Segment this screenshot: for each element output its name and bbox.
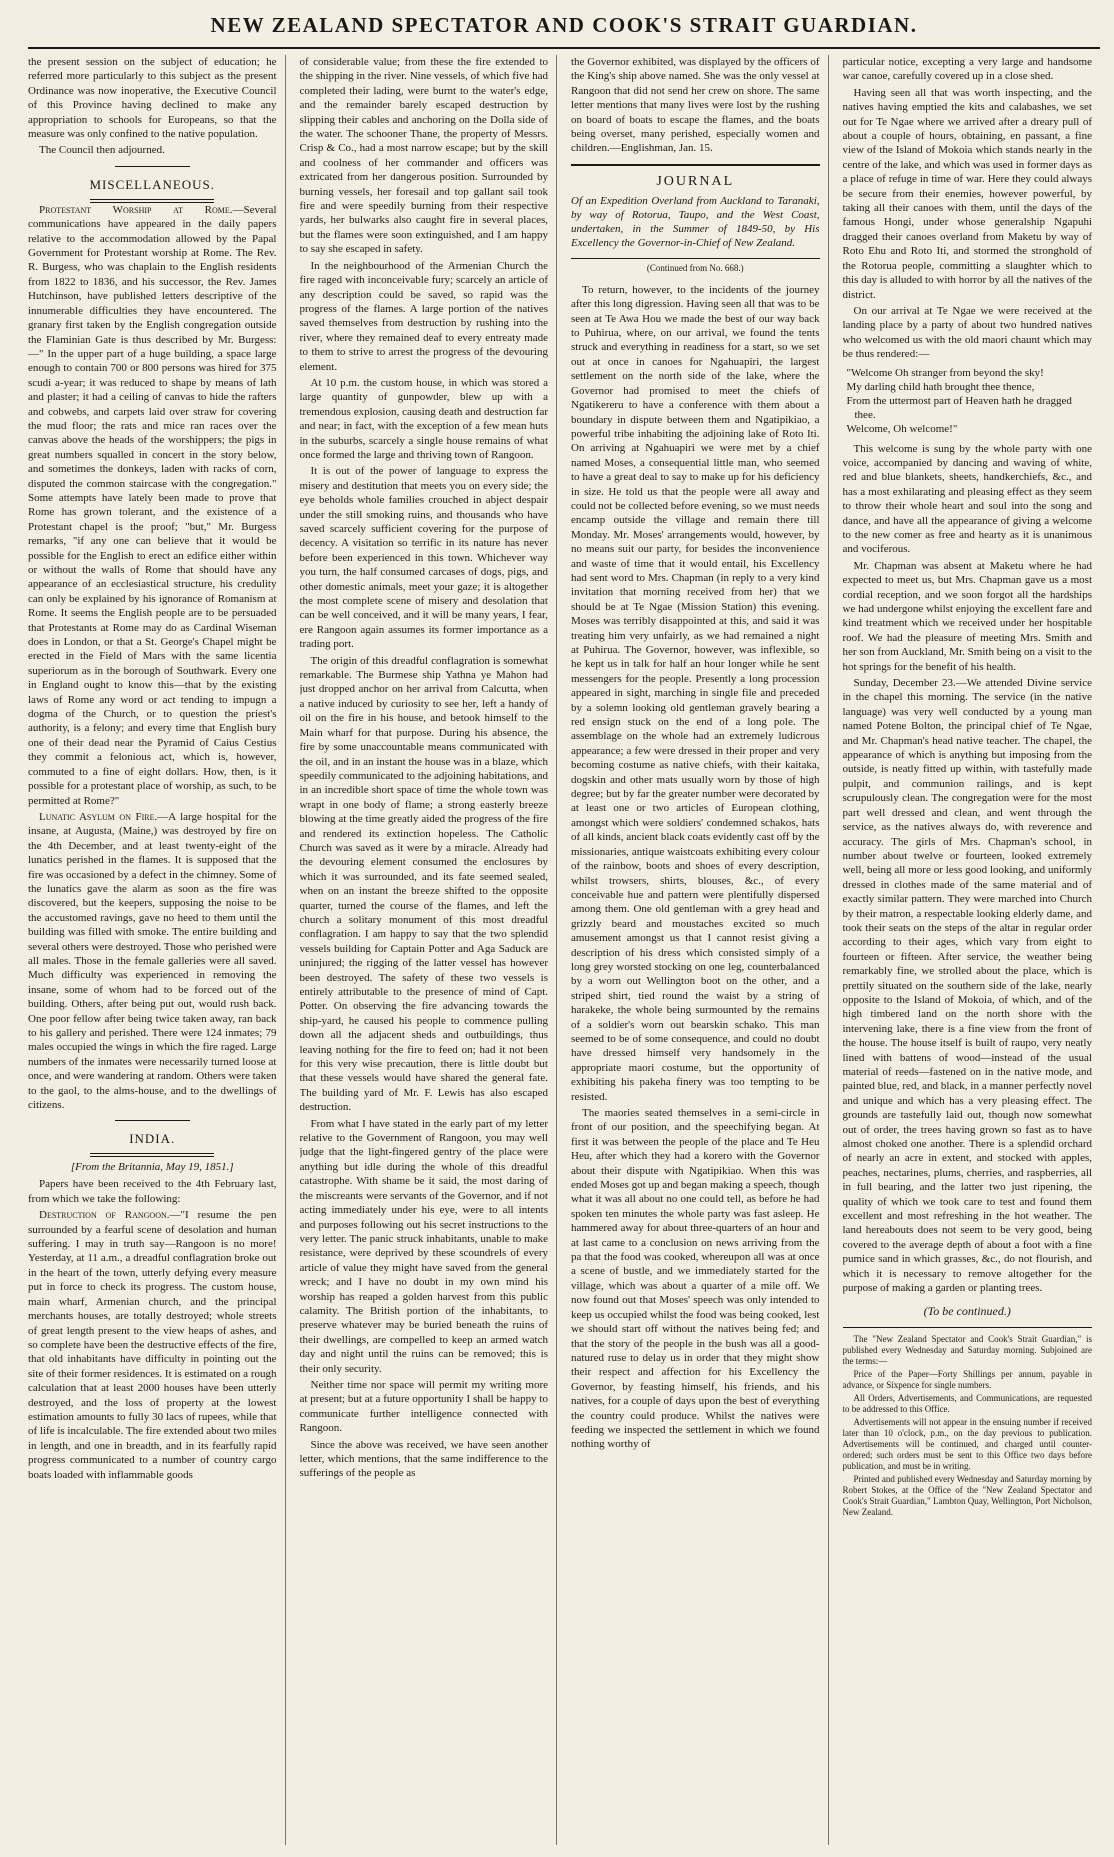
paragraph: Since the above was received, we have seen another letter, which mentions, that the same indifference to the sufferings of the people as — [299, 1438, 548, 1480]
paragraph: In the neighbourhood of the Armenian Church the fire raged with inconceivable fury; scarcely an article of any description could be saved, so rapid was the progress of the flames. A large portion of the natives saved themselves from destruction by rushing into the river, where they remained deaf to every entreaty made to them to strive to arrest the progress of the devouring element. — [299, 259, 548, 373]
divider — [90, 1153, 214, 1157]
paragraph: Neither time nor space will permit my writing more at present; but at a future opportunity I shall be happy to communicate further intelligence connected with Rangoon. — [299, 1378, 548, 1435]
journal-header — [571, 164, 820, 259]
article-text: —A large hospital for the insane, at Augusta, (Maine,) was destroyed by fire on the 4th December, and at least twenty-eight of the lunatics perished in the flames. It is supposed that the fire was occasioned by a defect in the chimney. Some of the lunatics gave the alarm as soon as the fire was discovered, but the keepers, supposing the noise to be the accustomed ravings, gave no heed to them until the building was filled with smoke. The entire building and several others were destroyed. Those who perished were all males. Those in the female galleries were all saved. Much difficulty was experienced in removing the insane, some of whom had to be forced out of the building. Others, after being put out, would rush back. One poor fellow after being twice taken away, ran back to his gallery and perished. There were 124 inmates; 79 males occupied the wings in which the fire raged. Large numbers of the inmates were necessarily turned loose at once, and were wandering at random. Others were taken to the gaol, to the alms-house, and to the dwellings of citizens. — [28, 810, 277, 1112]
paragraph: particular notice, excepting a very large and handsome war canoe, carefully covered up in a close shed. — [842, 56, 1092, 83]
paragraph: Sunday, December 23.—We attended Divine service in the chapel this morning. The service (in the native language) was very well conducted by a young man named Potene Bolton, the principal chief of Te Ngae, and Mr. Chapman's head native teacher. The chapel, the appearance of which is anything but imposing from the outside, is neatly fitted up within, with tastefully made pulpit, and communion railings, and is kept scrupulously clean. The congregation were for the most part well dressed and clean, and went through the service, as the natives always do, with reverence and accuracy. The girls of Mrs. Chapman's school, in number about twelve or fourteen, looked extremely well, being all more or less good looking, and uniformly dressed in clothes made of the same material and of exactly similar pattern. They were marched into Church by their matron, a respectable looking elderly dame, and took their seats on the steps of the altar in regular order according to their ages, which vary from eight to fourteen or fifteen. After service, the weather being remarkably fine, we strolled about the place, which is prettily situated on the southern side of the lake, nearly opposite to the Island of Mokoia, of which, and of the high timbered land on the north shore with the intervening lake, there is a fine view from the front of the house. The house itself is built of raupo, very neatly lined with battens of wood—instead of the usual material of reeds—fastened on in the native mode, and painted blue, red, and black, in a manner perfectly novel and unique and which has a very pleasing effect. The grounds are tastefully laid out, though now somewhat out of order, the trees having grown so fast as to have almost choked one another. There is a splendid orchard of nearly an acre in extent, and stocked with apples, peaches, nectarines, plums, cherries, and raspberries, all in full bearing, and the latter two just ripening, the quality of which we took care to test and found them excellent and most refreshing in the hot weather. The land hereabouts does not seem to be very good, being covered to the average depth of about a foot with a fine pumice sand in which grasses, &c., do not flourish, and which it is necessary to remove altogether for the purpose of making a garden or planting trees. — [842, 677, 1092, 1295]
masthead: NEW ZEALAND SPECTATOR AND COOK'S STRAIT GUARDIAN. — [28, 10, 1100, 49]
chant-verse — [847, 366, 1093, 436]
section-heading-miscellaneous: MISCELLANEOUS. — [89, 176, 216, 192]
journal-title: JOURNAL — [656, 173, 735, 189]
article-text: —Several communications have appeared in the daily papers relative to the accommodation allowed by the Papal Government for Protestant worship at Rome. The Rev. R. Burgess, who was chaplain to the English residents from 1822 to 1836, and his successor, the Rev. James Hutchinson, have published letters descriptive of the innumerable difficulties they have encountered. The granary first taken by the English congregation outside the Flaminian Gate is thus described by Mr. Burgess:—" In the upper part of a huge building, a space large enough to contain 700 or 800 persons was hired for 375 scudi a-year; it was reduced to shape by means of lath and plaster; it had a ceiling of canvas to hide the rafters and cobwebs, and carpets laid over straw for covering the mud floor; the rats and mice ran races over the canvas above the heads of the worshippers; the pigs in great numbers squalled in concert in the story below, and sometimes the donkeys, laden with racks of corn, disputed the common staircase with the congregation." Some attempts have lately been made to prove that Rome has grown tolerant, and the existence of a Protestant chapel is the proof; "but," Mr. Burgess remarks, "if any one can believe that it would be possible for the English to erect an edifice either within or without the walls of Rome that should have any appearance of an ecclesiastical structure, his credulity can only be explained by his ignorance of Romanism at Rome. It seems the English people are to be persuaded that Protestants at Rome may do as Cardinal Wiseman does in London, or that a St. George's Chapel might be erected in the Field of Mars with the same licentia superiorum as in the borough of Southwark. Every one in England ought to know this—that by the existing laws of Rome any word or act tending to impugn a dogma of the Church, or to question the priest's authority, is a felony; and every time that English bury one of their dead near the Pyramid of Caius Cestius they commit a felonious act, which is, however, commuted to a fine of eight dollars. How, then, is it possible for a protestant place of worship, as such, to be permitted at Rome?" — [28, 203, 277, 807]
article-asylum — [28, 810, 277, 1113]
article-lead: Destruction of Rangoon. — [39, 1209, 170, 1222]
imprint-line: Printed and published every Wednesday and Saturday morning by Robert Stokes, at the Office of the "New Zealand Spectator and Cook's Strait Guardian," Lambton Quay, Wellington, Port Nicholson, New Zealand. — [842, 1473, 1092, 1517]
imprint — [843, 1334, 1093, 1518]
paragraph: The maories seated themselves in a semi-circle in front of our position, and the speechifying began. At first it was between the people of the place and Te Heu Heu, after which they had a korero with the Governor about their dispute with Ngatipikiao. When this was ended Moses got up and began making a speech, though what it was all about no one could tell, as before he had spoken ten minutes the whole party was fast asleep. He hammered away for about three-quarters of an hour and at last came to a conclusion on news arriving from the pa that the food was cooked, whereupon all was at once a scene of bustle, and we immediately started for the village, which was about a quarter of a mile off. We now found out that Moses' speech was only intended to keep us occupied whilst the food was being cooked, lest we should start off without the natives being fed; and that the story of the people in the bush was all a good-natured ruse to delay us in order that they might show their respect and affection for his Excellency the Governor, by feasting himself, his friends, and his natives, for a couple of days upon the best of everything the country could produce. Whilst the natives were feeding we inspected the settlement in which we found nothing worthy of — [571, 1107, 820, 1451]
article-lead: Lunatic Asylum on Fire. — [39, 810, 158, 823]
paragraph: At 10 p.m. the custom house, in which was stored a large quantity of gunpowder, blew up with a tremendous explosion, causing death and destruction far and near; in fact, with the exception of a few mean huts in the suburbs, scarcely a single house remains of what once formed the large and thriving town of Rangoon. — [299, 376, 548, 461]
divider — [115, 1120, 190, 1121]
section-heading-india: INDIA. — [129, 1131, 176, 1147]
paragraph: the present session on the subject of education; he referred more particularly to this subject as the present Ordinance was now inoperative, the Executive Council of this Province having declined to make any appropriation to schools for Europeans, so that the measure was only confined to the native population. — [28, 56, 277, 141]
divider — [115, 166, 190, 167]
paragraph: The origin of this dreadful conflagration is somewhat remarkable. The Burmese ship Yathna ye Mahon had just dropped anchor on her arrival from Calcutta, when a native induced by curiosity to see her, left a handy of oil on the fire in his house, and betook himself to the Main wharf for that purpose. During his absence, the fire by some unaccountable means communicated with the oil, and in an instant the house was in a blaze, which speedily communicated to the adjoining habitations, and in an incredible short space of time the whole town was wrapt in one body of flame; a strong easterly breeze blowing at the time greatly aided the progress of the fire and rendered its extinction hopeless. The Catholic Church was saved as it were by a miracle. Already had the devouring element consumed the enclosures by which it was surrounded, and its fate seemed sealed, when on an instant the breeze shifted to the opposite quarter, turned the course of the flames, and left the church a solitary monument of this most dreadful conflagration. I am happy to say that the two splendid vessels building for Captain Potter and Aga Saduck are uninjured; the rigging of the latter vessel has however been destroyed. The safety of these two vessels is entirely attributable to the presence of mind of Capt. Potter. On observing the fire advancing towards the ship-yard, he caused his people to commence pulling down all the adjacent sheds and outbuildings, thus leaving nothing for the fire to feed on; had it not been for this very wise precaution, there is little doubt but that these vessels would have shared the general fate. The building yard of Mr. F. Lewis has also escaped destruction. — [299, 654, 548, 1114]
article-rome — [28, 203, 277, 808]
imprint-line: The "New Zealand Spectator and Cook's Strait Guardian," is published every Wednesday and Saturday morning. Subjoined are the terms:— — [842, 1333, 1092, 1366]
article-lead: Protestant Worship at Rome. — [39, 203, 233, 216]
imprint-line: All Orders, Advertisements, and Communications, are requested to be addressed to this Office. — [842, 1392, 1092, 1414]
paragraph: To return, however, to the incidents of the journey after this long digression. Having seen all that was to be seen at Te Awa Hou we made the best of our way back to Puhirua, where, on our arrival, we found the tents struck and everything in readiness for a start, so we set out at once in canoes for Ngahuapiri, the largest settlement on the north side of the lake, where the Governor had promised to meet the chiefs of Ngatikereru to have a conference with them about a boundary in dispute between them and Ngatipikiao, a powerful tribe inhabiting the adjoining lake of Roto Iti. On arriving at Ngahuapiri we were met by a chief named Moses, a consequential little man, who seemed to have a great deal to say to make up for his deficiency in size. He told us that the people were all away and could not be collected before evening, so we must needs encamp outside the village and remain there till Monday. Mr. Moses' arrangements would, however, by no means suit our party, for besides the inconvenience and waste of time that it would entail, his Excellency had sent word to Mrs. Chapman (in reply to a very kind invitation that morning received from her) that we should be at Te Ngae (Mission Station) this evening. Moses was terribly disappointed at this, and said it was treating him very unfairly, as we had remained a night at Puhirua. The Governor, however, was inflexible, so he kept us in talk for half an hour longer while he sent messengers for the people. Presently a long procession appeared in sight, marching in single file and preceded by a solemn looking old gentleman gravely bearing a red ensign stuck on the end of a long pole. The assemblage on the whole had an extremely ludicrous appearance; a few were dressed in their proper and very becoming costume as native chiefs, with their kaitaka, dogskin and other mats usually worn by those of high degree; but by far the greater number were decorated by at least one or two articles of European clothing, amongst which were soldiers' condemned schakos, hats of all kinds, ancient black coats evidently cast off by the missionaries, antique waistcoats exhibiting every colour of the rainbow, boots and shoes of every description, whilst trowsers, shirts, blouses, &c., of every conceivable hue and pattern were plentifully dispersed among them. One old gentleman with a grey head and grizzly beard and moustaches excited so much amusement amongst us that I cannot resist giving a description of his dress which consisted simply of a long grey worsted stocking on one leg, counterbalanced by a worn out Wellington boot on the other, and a striped shirt, tied round the waist by a string of harakeke, the whole being surmounted by the remains of a soldier's worn out bearskin schako. This man seemed to be of some consequence, and could no doubt have dressed himself very handsomely in the appropriate maori costume, but the opportunity of exhibiting his pakeha finery was too tempting to be resisted. — [571, 283, 820, 1103]
divider — [843, 1327, 1093, 1328]
verse-line: "Welcome Oh stranger from beyond the sky! — [846, 366, 1044, 379]
column-2 — [300, 55, 558, 1845]
paragraph: From what I have stated in the early part of my letter relative to the Government of Rangoon, you may well judge that the light-fingered gentry of the place were anything but idle during the whole of this dreadful catastrophe. With shame be it said, the most daring of the miscreants were servants of the Governor, and if not acting immediately under his eye, were to all intents and purposes following out his secret instructions to the very letter. The panic struck inhabitants, unable to make resistance, were deprived by these scoundrels of every article of value they might have saved from the general wreck; and I have no doubt in my own mind his worship has reaped a golden harvest from this public calamity. The British portion of the inhabitants, to preserve whatever may be buried beneath the ruins of their dwellings, are compelled to keep an armed watch day and night until the ruins can be removed; this is their only security. — [299, 1117, 548, 1375]
paragraph: Mr. Chapman was absent at Maketu where he had expected to meet us, but Mrs. Chapman gave us a most cordial reception, and we soon forgot all the hardships we had undergone whilst enjoying the excellent fare and kind treatment which we received under her hospitable roof. We had the pleasure of meeting Mrs. Smith and her son from Auckland, Mr. Smith being on a visit to the hot springs for the benefit of his health. — [842, 559, 1092, 673]
article-rangoon — [28, 1208, 277, 1482]
verse-line: Welcome, Oh welcome!" — [846, 422, 958, 435]
paragraph: On our arrival at Te Ngae we were received at the landing place by a party of about two hundred natives who welcomed us with the old maori chaunt which may be thus rendered:— — [842, 304, 1092, 361]
article-text: —"I resume the pen surrounded by a fearful scene of desolation and human suffering. I may in truth say—Rangoon is no more! Yesterday, at 11 a.m., a dreadful conflagration broke out in the heart of the town, utterly defying every measure put in force to check its progress. The custom house, main wharf, Armenian church, and the principal merchants houses, are totally destroyed; whole streets of great length present to the view heaps of ashes, and so complete have been the destructive effects of the fire, that old inhabitants have difficulty in pointing out the site of their former residences. It is estimated on a rough calculation that at least 2000 houses have been utterly destroyed, and the loss of property at the lowest estimation amounts to fully 30 lacs of rupees, while that of life is incalculable. The fire extended about two miles in length, and one in breadth, and in its fearfully rapid progress communicated to a number of country cargo boats loaded with inflammable goods — [28, 1209, 277, 1481]
verse-line: From the uttermost part of Heaven hath he dragged thee. — [846, 394, 1072, 421]
paragraph: The Council then adjourned. — [39, 144, 165, 157]
column-3 — [571, 55, 829, 1845]
source-line: [From the Britannia, May 19, 1851.] — [70, 1161, 234, 1174]
paragraph: Having seen all that was worth inspecting, and the natives having emptied the kits and calabashes, we set out for Te Ngae where we arrived after a dreary pull of about a couple of hours, obtaining, en passant, a fine view of the Island of Mokoia which stands nearly in the centre of the lake, and which was used in former days as a place of refuge in time of war. Here they could always be secure from their enemies, however powerful, by taking all their canoes with them, until the days of the famous Hongi, under whose generalship Ngapuhi dragged their canoes overland from Maketu by way of Roto Ehu and Roto Iti, and stormed the stronghold of the Rotorua people, committing a slaughter which to this day is alluded to with horror by all the natives of the district. — [842, 86, 1092, 301]
paragraph: the Governor exhibited, was displayed by the officers of the King's ship above named. She was the only vessel at Rangoon that did not send her crew on shore. The same letter mentions that many lives were lost by the rushing on board of boats to escape the flames, and the boats being overset, many perished, especially women and children.—Englishman, Jan. 15. — [571, 56, 820, 155]
columns — [28, 55, 1100, 1845]
imprint-line: Price of the Paper—Forty Shillings per annum, payable in advance, or Sixpence for single numbers. — [842, 1368, 1092, 1390]
paragraph: This welcome is sung by the whole party with one voice, accompanied by dancing and waving of white, red and blue blankets, sheets, handkerchiefs, &c., and has a most exhilarating and pleasing effect as they seem to throw their whole heart and soul into the song and dance, and have all the appearance of giving a welcome to the new comer as free and hearty as it is unanimous and vociferous. — [842, 442, 1092, 556]
column-4 — [843, 55, 1101, 1845]
column-1 — [28, 55, 286, 1845]
verse-line: My darling child hath brought thee thence, — [846, 380, 1035, 393]
imprint-line: Advertisements will not appear in the ensuing number if received later than 10 o'clock, p.m., on the day previous to publication. Advertisements will be continued, and charged until counter-ordered; such orders must be sent to this Office two days before publication, and must be in writing. — [842, 1416, 1092, 1471]
paragraph: Papers have been received to the 4th February last, from which we take the following: — [28, 1178, 277, 1205]
paragraph: It is out of the power of language to express the misery and destitution that meets you on every side; the eye beholds whole families crouched in abject despair under the still smoking ruins, and thousands who have saved scarcely sufficient covering for the purpose of decency. A visitation so terrific in its nature has never before been experienced in this town. Whichever way you turn, the half consumed carcases of dogs, pigs, and other domestic animals, meet your gaze; it is altogether the most complete scene of misery and desolation that can be well conceived, and it will be many years, I fear, ere Rangoon again assumes its former importance as a trading port. — [299, 465, 548, 651]
continued-note: (Continued from No. 668.) — [646, 262, 744, 273]
to-be-continued: (To be continued.) — [923, 1303, 1011, 1318]
paragraph: of considerable value; from these the fire extended to the shipping in the river. Nine vessels, of which five had completed their lading, were burnt to the water's edge, and the remainder barely escaped destruction by slipping their cables and anchoring on the Dolla side of the water. The schooner Thane, the property of Messrs. Crisp & Co., had a most narrow escape; but by the skill and coolness of her commander and officers was extricated from her dangerous position. Surrounded by burning vessels, her foresail and top gallant sail took fire and were speedily burning from their respective yards, her bulwarks also caught fire in several places, but the flames were soon extinguished, and I am happy to say she escaped in safety. — [299, 56, 548, 256]
journal-subtitle: Of an Expedition Overland from Auckland to Taranaki, by way of Rotorua, Taupo, and the West Coast, undertaken, in the Summer of 1849-50, by His Excellency the Governor-in-Chief of New Zealand. — [571, 194, 820, 249]
